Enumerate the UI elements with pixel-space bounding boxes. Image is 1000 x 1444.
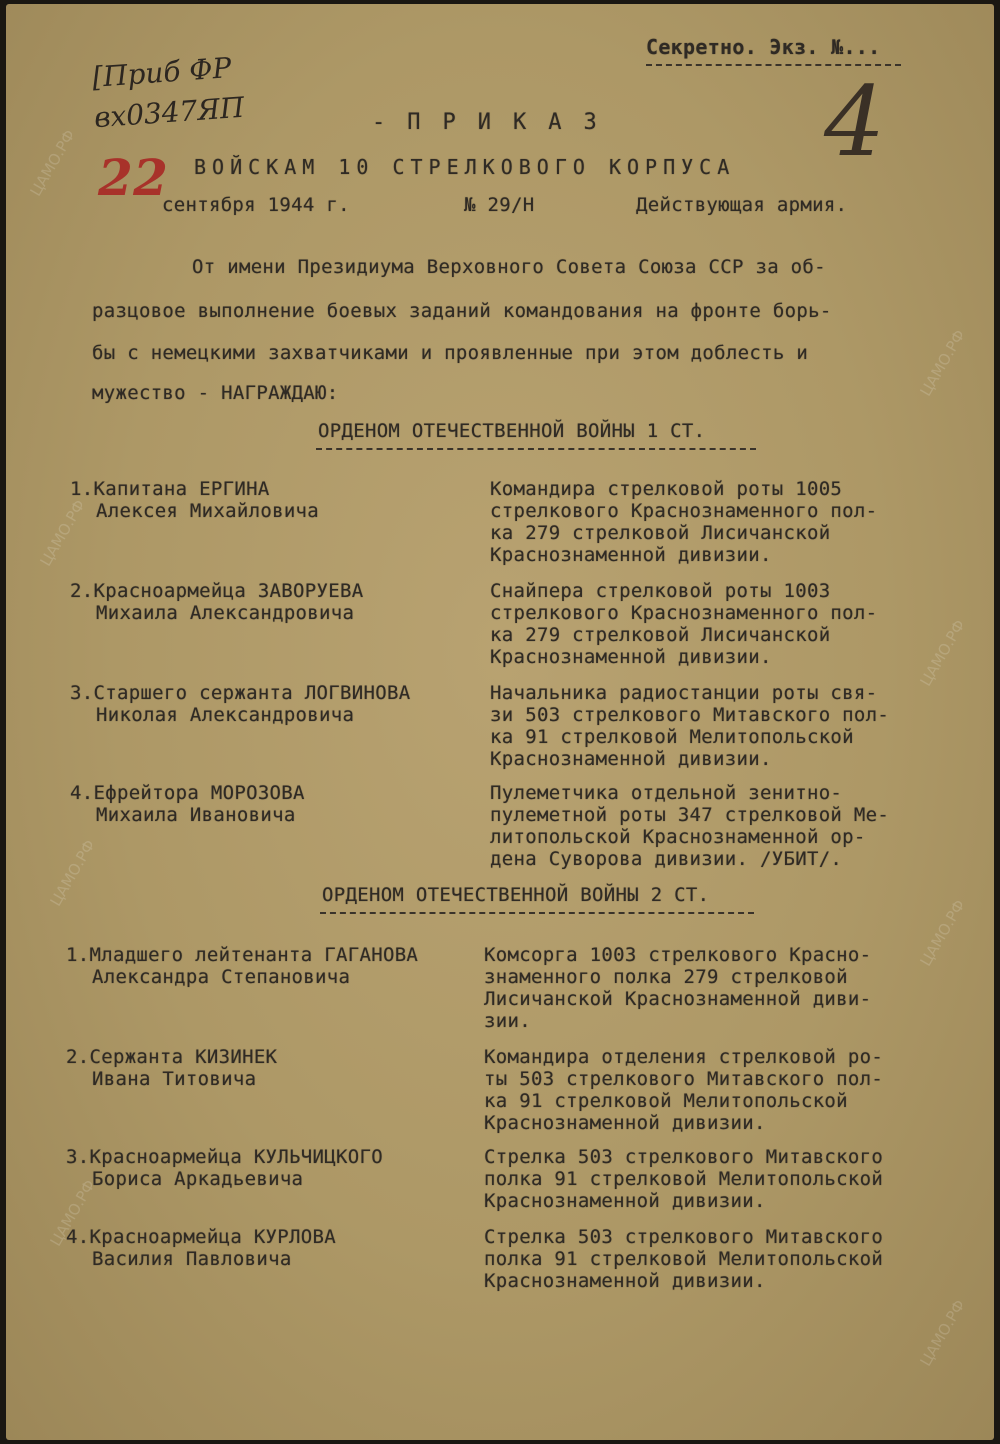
award-desc-line: Стрелка 503 стрелкового Митавского xyxy=(484,1226,884,1248)
watermark: ЦАМО.РФ xyxy=(916,326,969,400)
award-desc-line: ка 279 стрелковой Лисичанской xyxy=(490,624,831,646)
watermark: ЦАМО.РФ xyxy=(916,896,969,970)
award-desc-line: дена Суворова дивизии. /УБИТ/. xyxy=(490,848,843,870)
award-desc-line: Краснознаменной дивизии. xyxy=(484,1112,766,1134)
award-desc-line: Краснознаменной дивизии. xyxy=(490,544,772,566)
preamble-line: разцовое выполнение боевых заданий командования на фронте борь- xyxy=(92,300,832,322)
watermark: ЦАМО.РФ xyxy=(26,126,79,200)
award-desc-line: Начальника радиостанции роты свя- xyxy=(490,682,878,704)
award-name-line2: Алексея Михайловича xyxy=(96,500,320,522)
award-desc-line: Краснознаменной дивизии. xyxy=(490,646,772,668)
award-desc-line: полка 91 стрелковой Мелитопольской xyxy=(484,1248,884,1270)
award-desc-line: Стрелка 503 стрелкового Митавского xyxy=(484,1146,884,1168)
award-desc-line: ка 91 стрелковой Мелитопольской xyxy=(490,726,854,748)
order-date: сентября 1944 г. xyxy=(162,194,350,216)
award-name-line1: 4.Ефрейтора МОРОЗОВА xyxy=(70,782,305,804)
section-heading: ОРДЕНОМ ОТЕЧЕСТВЕННОЙ ВОЙНЫ 1 СТ. xyxy=(318,420,706,442)
award-desc-line: Снайпера стрелковой роты 1003 xyxy=(490,580,831,602)
award-desc-line: Краснознаменной дивизии. xyxy=(484,1270,766,1292)
award-name-line1: 1.Младшего лейтенанта ГАГАНОВА xyxy=(66,944,419,966)
award-name-line2: Михаила Ивановича xyxy=(96,804,296,826)
handwritten-number: 4 xyxy=(824,66,886,178)
award-desc-line: ка 91 стрелковой Мелитопольской xyxy=(484,1090,848,1112)
secrecy-mark: Секретно. Экз. №... xyxy=(646,35,881,59)
award-desc-line: литопольской Краснознаменной ор- xyxy=(490,826,866,848)
order-number: № 29/Н xyxy=(464,194,535,216)
corner-note-line2: вх0347ЯП xyxy=(93,90,246,135)
preamble-line: От имени Президиума Верховного Совета Союза ССР за об- xyxy=(192,256,826,278)
watermark: ЦАМО.РФ xyxy=(916,616,969,690)
section-heading: ОРДЕНОМ ОТЕЧЕСТВЕННОЙ ВОЙНЫ 2 СТ. xyxy=(322,884,710,906)
award-desc-line: Краснознаменной дивизии. xyxy=(490,748,772,770)
preamble-line: мужество - НАГРАЖДАЮ: xyxy=(92,382,339,404)
corner-note-line1: [Приб ФР xyxy=(91,51,233,94)
watermark: ЦАМО.РФ xyxy=(46,1176,99,1250)
award-desc-line: стрелкового Краснознаменного пол- xyxy=(490,500,878,522)
award-name-line1: 1.Капитана ЕРГИНА xyxy=(70,478,270,500)
award-desc-line: Комсорга 1003 стрелкового Красно- xyxy=(484,944,872,966)
award-desc-line: зии. xyxy=(484,1010,531,1032)
award-desc-line: зи 503 стрелкового Митавского пол- xyxy=(490,704,890,726)
order-subtitle: ВОЙСКАМ 10 СТРЕЛКОВОГО КОРПУСА xyxy=(194,155,736,179)
award-desc-line: Командира отделения стрелковой ро- xyxy=(484,1046,884,1068)
watermark: ЦАМО.РФ xyxy=(36,496,89,570)
section-underline xyxy=(320,912,754,914)
award-desc-line: знаменного полка 279 стрелковой xyxy=(484,966,848,988)
award-desc-line: стрелкового Краснознаменного пол- xyxy=(490,602,878,624)
award-name-line2: Василия Павловича xyxy=(92,1248,292,1270)
award-desc-line: пулеметной роты 347 стрелковой Ме- xyxy=(490,804,890,826)
award-desc-line: Пулеметчика отдельной зенитно- xyxy=(490,782,843,804)
watermark: ЦАМО.РФ xyxy=(46,836,99,910)
award-name-line2: Ивана Титовича xyxy=(92,1068,257,1090)
order-location: Действующая армия. xyxy=(636,194,848,216)
watermark: ЦАМО.РФ xyxy=(916,1296,969,1370)
handwritten-day: 22 xyxy=(98,148,169,207)
section-underline xyxy=(316,448,756,450)
award-name-line2: Михаила Александровича xyxy=(96,602,355,624)
award-name-line1: 3.Старшего сержанта ЛОГВИНОВА xyxy=(70,682,411,704)
award-name-line2: Александра Степановича xyxy=(92,966,351,988)
award-desc-line: ка 279 стрелковой Лисичанской xyxy=(490,522,831,544)
award-desc-line: Командира стрелковой роты 1005 xyxy=(490,478,843,500)
award-desc-line: Лисичанской Краснознаменной диви- xyxy=(484,988,872,1010)
award-desc-line: Краснознаменной дивизии. xyxy=(484,1190,766,1212)
award-name-line1: 2.Сержанта КИЗИНЕК xyxy=(66,1046,278,1068)
award-name-line2: Бориса Аркадьевича xyxy=(92,1168,304,1190)
award-desc-line: полка 91 стрелковой Мелитопольской xyxy=(484,1168,884,1190)
document-page xyxy=(6,4,994,1440)
award-name-line1: 2.Красноармейца ЗАВОРУЕВА xyxy=(70,580,364,602)
award-name-line1: 3.Красноармейца КУЛЬЧИЦКОГО xyxy=(66,1146,383,1168)
preamble-line: бы с немецкими захватчиками и проявленные при этом доблесть и xyxy=(92,342,809,364)
award-name-line1: 4.Красноармейца КУРЛОВА xyxy=(66,1226,336,1248)
award-desc-line: ты 503 стрелкового Митавского пол- xyxy=(484,1068,884,1090)
award-name-line2: Николая Александровича xyxy=(96,704,355,726)
order-title: -ПРИКАЗ xyxy=(372,110,619,135)
